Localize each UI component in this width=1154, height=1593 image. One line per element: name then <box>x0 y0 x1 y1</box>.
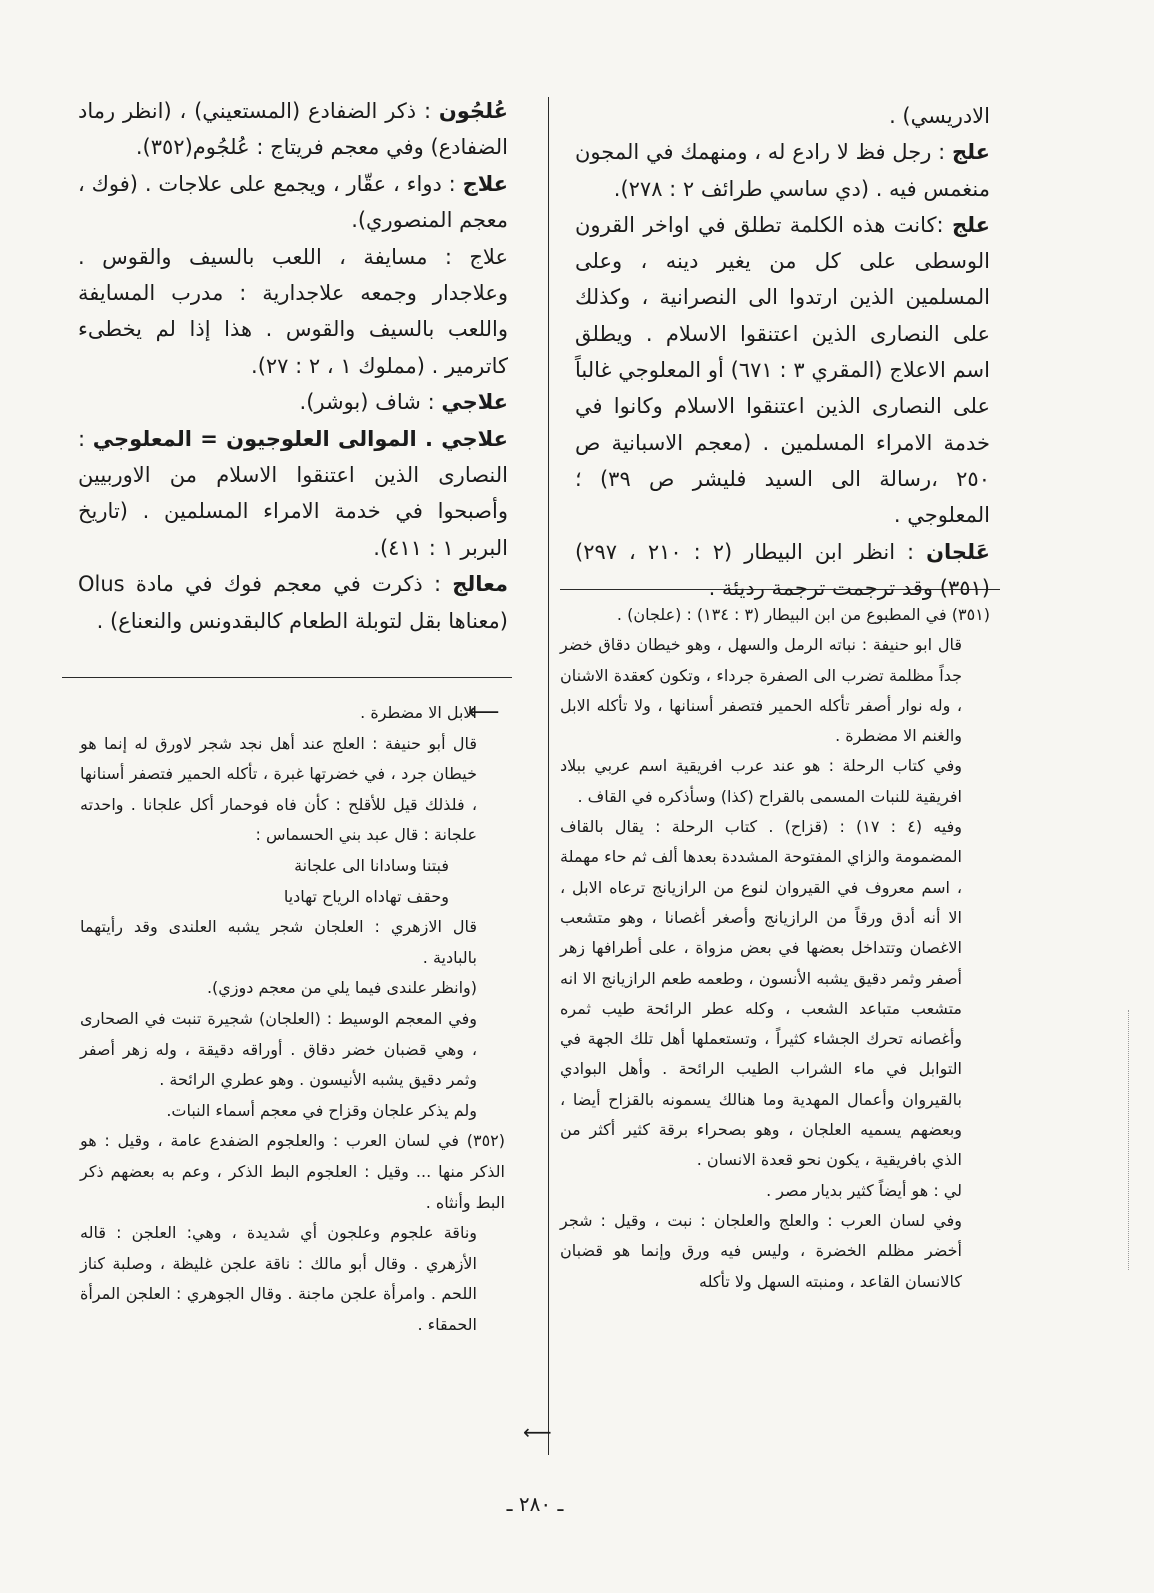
entry-text: : شاف (بوشر). <box>299 390 442 415</box>
footnote-rule-left <box>62 677 512 678</box>
entry-text: ولم يذكر علجان وقزاح في معجم أسماء النبات. <box>166 1100 477 1120</box>
entry-text: وفي المعجم الوسيط : (العلجان) شجيرة تنبت في الصحارى ، وهي قضبان خضر دقاق . أوراقه دقيقة ، وله زهر أصفر وثمر دقيق يشبه الأنيسون . وهو عطري الرائحة . <box>80 1008 477 1090</box>
entry-text: علاج : مسايفة ، اللعب بالسيف والقوس . وعلاجدار وجمعه علاجدارية : مدرب المسايفة واللعب بالسيف والقوس . هذا إذا لم يخطىء كاترمير . (مملوك ١ ، ٢ : ٢٧). <box>78 244 508 378</box>
entry <box>80 851 505 882</box>
margin-mark <box>1128 1010 1130 1270</box>
entry <box>80 698 505 729</box>
entry-text: (٣٥٢) في لسان العرب : والعلجوم الضفدع عامة ، وقيل : هو الذكر منها ... وقيل : العلجوم البط الذكر ، وعم به بعضهم ذكر البط وأنثاه . <box>80 1131 505 1212</box>
headword: معالج <box>452 572 508 597</box>
entry <box>78 166 508 239</box>
entry-text: : رجل فظ لا رادع له ، ومنهمك في المجون منغمس فيه . (دي ساسي طرائف ٢ : ٢٧٨). <box>575 140 990 201</box>
entry <box>560 812 990 1176</box>
page-number: ـ ٢٨٠ ـ <box>506 1492 564 1516</box>
headword: عَلجان <box>926 539 990 564</box>
entry <box>78 421 508 567</box>
entry <box>80 1126 505 1218</box>
entry <box>560 1206 990 1297</box>
entry <box>80 912 505 973</box>
footnotes-right-column <box>560 600 990 1297</box>
entry-text: : دواء ، عقّار ، ويجمع على علاجات . (فوك ، معجم المنصوري). <box>78 171 508 233</box>
headword: علج <box>951 212 990 237</box>
entry-text: وفيه (٤ : ١٧) : (قزاح) . كتاب الرحلة : يقال بالقاف المضمومة والزاي المفتوحة المشددة بعدها ألف ثم حاء مهملة ، اسم معروف في القيروان لنوع من الرازيانج ترعاه الابل ، الا أنه أدق ورقاً من الرازيانج وأصغر أغصانا ، وهو متشعب الاغصان وتتداخل بعضها في بعض مزواة ، على أطرافها زهر أصفر وثمر دقيق يشبه الأنسون ، وطعمه طعم الرازيانج الا انه متشعب متباعد الشعب ، وكله عطر الرائحة طيب ثمره وأغصانه تحرك الجشاء كثيراً ، وتستعملها أهل تلك الجهة في التوابل في ماء الشراب الطيب الرائحة . وأهل البوادي بالقيروان وأعمال المهدية وما هنالك يسمونه بالقزاح أيضا ، وبعضهم يسميه العلجان ، وهو بصحراء برقة كثير أكثر من الذي بافريقية ، يكون نحو قعدة الانسان . <box>560 817 963 1170</box>
entry-text: : ذكرت في معجم فوك في مادة Olus (معناها بقل لتوبلة الطعام كالبقدونس والنعناع) . <box>78 572 508 633</box>
entry <box>80 882 505 913</box>
entry <box>78 239 508 385</box>
entry <box>78 93 508 166</box>
main-text-left-column <box>78 93 508 639</box>
entry <box>78 566 508 639</box>
headword: علج <box>951 140 990 165</box>
entry <box>80 1096 505 1127</box>
entry-text: فبتنا وسادانا الى علجانة <box>294 855 449 875</box>
entry-text: الابل الا مضطرة . <box>360 703 477 722</box>
entry <box>80 1218 505 1340</box>
entry <box>575 534 990 607</box>
entry <box>560 630 990 751</box>
entry <box>575 207 990 534</box>
entry-text: :كانت هذه الكلمة تطلق في اواخر القرون الوسطى على كل من يغير دينه ، وعلى المسلمين الذين ارتدوا الى النصرانية ، وكذلك على النصارى الذين اعتنقوا الاسلام . ويطلق اسم الاعلاج (المقري ٣ : ٦٧١) أو المعلوجي غالباً على النصارى الذين اعتنقوا الاسلام وكانوا في خدمة الامراء المسلمين . (معجم الاسبانية ص ٢٥٠ ،رسالة الى السيد فليشر ص ٣٩) ؛المعلوجي . <box>575 212 990 528</box>
entry <box>80 729 505 851</box>
arrow-left-icon: ⟵ <box>523 1420 552 1444</box>
entry <box>575 98 990 134</box>
entry-text: : انظر ابن البيطار (٢ : ٢١٠ ، ٢٩٧)(٣٥١) وقد ترجمت ترجمة رديئة . <box>575 539 990 600</box>
arrow-left-icon: ⟵ <box>468 700 500 725</box>
entry-text: قال الازهري : العلجان شجر يشبه العلندى وقد رأيتهما بالبادية . <box>80 917 477 967</box>
headword: علاج <box>462 171 508 196</box>
entry <box>575 134 990 207</box>
entry-text: : النصارى الذين اعتنقوا الاسلام من الاوربيين وأصبحوا في خدمة الامراء المسلمين . (تاريخ البربر ١ : ٤١١). <box>78 426 508 560</box>
entry-text: قال أبو حنيفة : العلج عند أهل نجد شجر لاورق له إنما هو خيطان جرد ، في خضرتها غبرة ، تأكله الحمير فتصفر أسنانها ، فلذلك قيل للأقلح : كأن فاه فوحمار أكل علجانا . واحدته علجانة : قال عبد بني الحسماس : <box>80 733 477 845</box>
entry-text: وفي لسان العرب : والعلج والعلجان : نبت ، وقيل : شجر أخضر مظلم الخضرة ، وليس فيه ورق وإنما هو قضبان كالانسان القاعد ، ومنبته السهل ولا تأكله <box>560 1210 962 1291</box>
entry-text: : ذكر الضفادع (المستعيني) ، (انظر رماد الضفادع) وفي معجم فريتاج : عُلجُوم(٣٥٢). <box>78 99 508 160</box>
entry <box>78 384 508 420</box>
entry-text: قال ابو حنيفة : نباته الرمل والسهل ، وهو خيطان دقاق خضر جداً مظلمة تضرب الى الصفرة جرداء ، وتكون كعقدة الاشنان ، وله نوار أصفر تأكله الحمير فتصفر أسنانها ، ولا تأكله الابل والغنم الا مضطرة . <box>560 635 962 746</box>
headword: علاجي . الموالى العلوجيون = المعلوجي <box>92 426 508 451</box>
entry <box>80 1004 505 1096</box>
entry <box>560 1176 990 1206</box>
entry-text: (٣٥١) في المطبوع من ابن البيطار (٣ : ١٣٤) : (علجان) . <box>616 605 990 624</box>
entry <box>560 600 990 630</box>
entry <box>560 751 990 812</box>
entry-text: وناقة علجوم وعلجون أي شديدة ، وهي: العلجن : قاله الأزهري . وقال أبو مالك : ناقة علجن غليظة ، وصلبة كناز اللحم . وامرأة علجن ماجنة . وقال الجوهري : العلجن المرأة الحمقاء . <box>80 1223 477 1334</box>
main-text-right-column <box>575 98 990 606</box>
entry-text: الادريسي) . <box>889 104 990 128</box>
entry-text: وحقف تهاداه الرياح تهاديا <box>283 886 449 906</box>
entry <box>80 973 505 1004</box>
entry-text: (وانظر علندى فيما يلي من معجم دوزي). <box>206 978 477 998</box>
entry-text: لي : هو أيضاً كثير بديار مصر . <box>766 1180 962 1200</box>
entry-text: وفي كتاب الرحلة : هو عند عرب افريقية اسم عربي ببلاد افريقية للنبات المسمى بالقراح (كذا) وسأذكره في القاف . <box>560 756 962 806</box>
headword: عُلجُون <box>438 99 508 123</box>
column-divider <box>548 97 549 1455</box>
footnotes-left-column <box>80 698 505 1340</box>
headword: علاجي <box>441 390 508 415</box>
